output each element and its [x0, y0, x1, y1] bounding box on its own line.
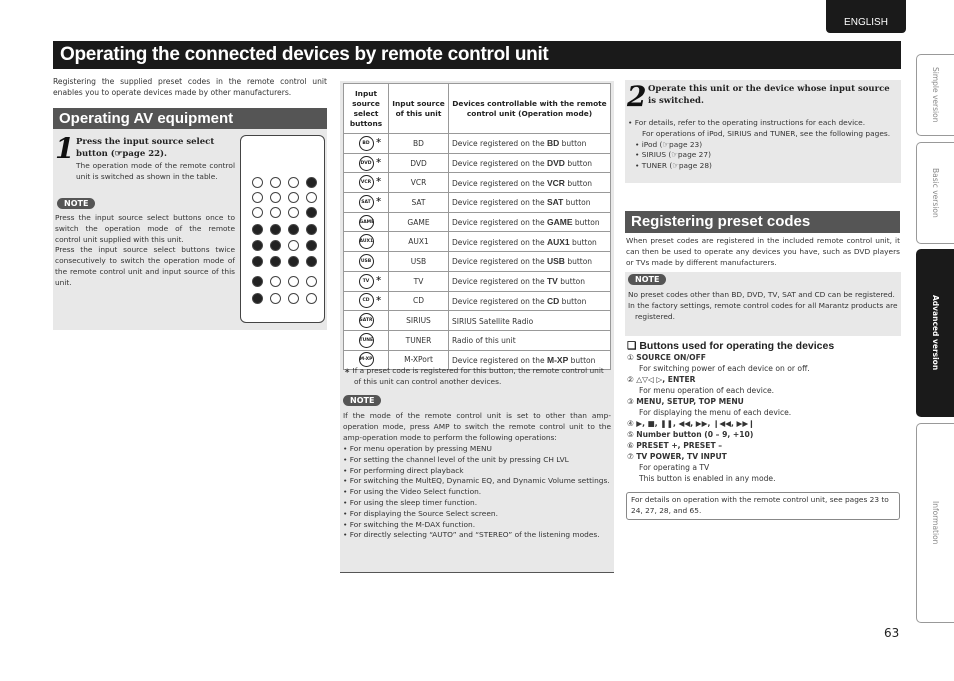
device-cell: SIRIUS Satellite Radio: [449, 311, 611, 331]
note2-intro: If the mode of the remote control unit is set to other than amp-operation mode, press AMP to switch the remote control unit to the amp-operation mode to perform the following operations:: [343, 411, 611, 442]
remote-button: [288, 192, 299, 203]
table-row: [344, 291, 611, 311]
device-cell: Device registered on the GAME button: [449, 212, 611, 232]
remote-button: [252, 240, 263, 251]
list-item: • For switching the MultEQ, Dynamic EQ, and Dynamic Volume settings.: [343, 476, 610, 486]
remote-button: [288, 276, 299, 287]
table-row: [344, 212, 611, 232]
list-item: ⑦ TV POWER, TV INPUT For operating a TV This button is enabled in any mode.: [627, 452, 776, 483]
asterisk-mark: ∗: [375, 175, 382, 185]
table-row: [344, 330, 611, 350]
source-button-icon: BD: [359, 136, 374, 151]
list-item: In the factory settings, remote control codes for all Marantz products are registered.: [628, 300, 898, 321]
table-footnote: ∗ If a preset code is registered for this button, the remote control unit of this unit can control another devices.: [344, 366, 604, 386]
table-header: Input source of this unit: [389, 84, 449, 134]
preset-note-badge: NOTE: [628, 274, 666, 285]
remote-button: [252, 276, 263, 287]
remote-button: [252, 256, 263, 267]
remote-button: [270, 207, 281, 218]
remote-button: [270, 192, 281, 203]
source-button-icon: AUX1: [359, 234, 374, 249]
list-item: • For using the Video Select function.: [343, 487, 482, 497]
input-source-cell: CD: [389, 291, 449, 311]
side-tab-basic[interactable]: Basic version: [916, 142, 954, 244]
remote-button: [270, 276, 281, 287]
remote-button: [252, 293, 263, 304]
asterisk-mark: ∗: [375, 273, 382, 283]
step-1-title: Press the input source select button (☞page 22).: [76, 137, 215, 159]
remote-button: [306, 192, 317, 203]
table-row: [344, 232, 611, 252]
remote-button: [270, 293, 281, 304]
list-item: • For switching the M-DAX function.: [343, 519, 476, 529]
remote-button: [270, 240, 281, 251]
device-cell: Device registered on the CD button: [449, 291, 611, 311]
list-item: • SIRIUS (☞page 27): [635, 150, 711, 160]
remote-button: [306, 256, 317, 267]
remote-button: [306, 293, 317, 304]
remote-button: [306, 276, 317, 287]
asterisk-mark: ∗: [375, 136, 382, 145]
list-item: ② △▽◁ ▷, ENTER For menu operation of each device.: [627, 375, 775, 395]
source-button-icon: DVD: [359, 156, 374, 171]
remote-button: [288, 240, 299, 251]
asterisk-mark: ∗: [375, 155, 382, 165]
asterisk-mark: ∗: [375, 293, 382, 303]
source-button-cell: [344, 193, 389, 213]
av-heading: Operating AV equipment: [53, 108, 327, 129]
list-item: ① SOURCE ON/OFF For switching power of each device on or off.: [627, 353, 810, 373]
table-row: [344, 271, 611, 291]
remote-button: [252, 224, 263, 235]
language-tab[interactable]: ENGLISH: [826, 0, 906, 33]
buttons-list: [627, 352, 901, 484]
input-source-cell: DVD: [389, 153, 449, 173]
list-item: • For performing direct playback: [343, 465, 464, 475]
device-cell: Device registered on the TV button: [449, 271, 611, 291]
input-source-cell: SAT: [389, 193, 449, 213]
step-2-title: Operate this unit or the device whose input source is switched.: [648, 84, 890, 106]
remote-button: [288, 177, 299, 188]
remote-button: [306, 177, 317, 188]
source-button-cell: [344, 232, 389, 252]
input-source-cell: M-XPort: [389, 350, 449, 370]
device-cell: Device registered on the BD button: [449, 134, 611, 154]
list-item: ⑤ Number button (0 – 9, +10): [627, 430, 754, 439]
device-cell: Device registered on the VCR button: [449, 173, 611, 193]
source-button-cell: [344, 291, 389, 311]
device-cell: Device registered on the M-XP button: [449, 350, 611, 370]
intro-text: Registering the supplied preset codes in the remote control unit enables you to operate devices made by other manufacturers.: [53, 77, 327, 97]
page-number: 63: [884, 626, 900, 640]
remote-button: [306, 240, 317, 251]
list-item: ③ MENU, SETUP, TOP MENU For displaying the menu of each device.: [627, 397, 792, 417]
input-source-cell: TUNER: [389, 330, 449, 350]
source-button-icon: SAT: [359, 195, 374, 210]
input-source-cell: GAME: [389, 212, 449, 232]
list-item: • For details, refer to the operating instructions for each device. For operations of iPod, SIRIUS and TUNER, see the following pages.: [628, 118, 891, 138]
source-button-cell: [344, 134, 389, 154]
list-item: • For menu operation by pressing MENU: [343, 444, 492, 453]
table-row: [344, 173, 611, 193]
source-button-cell: [344, 271, 389, 291]
remote-button: [252, 192, 263, 203]
source-button-cell: [344, 311, 389, 331]
remote-button: [288, 207, 299, 218]
source-table: [343, 83, 611, 370]
side-tab-information[interactable]: Information: [916, 423, 954, 623]
source-button-icon: USB: [359, 254, 374, 269]
remote-button: [270, 177, 281, 188]
input-source-cell: USB: [389, 252, 449, 272]
buttons-heading: ❑ Buttons used for operating the devices: [627, 340, 835, 352]
table-section: [340, 81, 614, 573]
source-button-cell: [344, 330, 389, 350]
note2-list: [343, 444, 611, 541]
table-row: [344, 252, 611, 272]
input-source-cell: AUX1: [389, 232, 449, 252]
device-cell: Radio of this unit: [449, 330, 611, 350]
source-button-cell: [344, 252, 389, 272]
av-note-badge: NOTE: [57, 198, 95, 209]
remote-illustration: [240, 135, 325, 323]
source-button-cell: [344, 173, 389, 193]
preset-desc: When preset codes are registered in the included remote control unit, it can then be used to operate any devices you have, such as DVD players or TVs made by different manufacturers.: [626, 236, 900, 267]
remote-button: [270, 256, 281, 267]
source-button-cell: [344, 212, 389, 232]
step-2-bullets: [628, 118, 898, 172]
remote-button: [288, 224, 299, 235]
remote-button: [288, 256, 299, 267]
remote-button: [252, 207, 263, 218]
preset-note-box: [625, 272, 901, 336]
input-source-cell: BD: [389, 134, 449, 154]
input-source-cell: VCR: [389, 173, 449, 193]
details-box: For details on operation with the remote control unit, see pages 23 to 24, 27, 28, and 65.: [626, 492, 900, 520]
list-item: • TUNER (☞page 28): [635, 161, 712, 171]
preset-notes: [628, 290, 898, 322]
source-button-icon: CD: [359, 293, 374, 308]
source-button-icon: VCR: [359, 175, 374, 190]
list-item: ④ ▶, ■, ❚❚, ◀◀, ▶▶, ❙◀◀, ▶▶❙: [627, 419, 755, 428]
table-row: [344, 311, 611, 331]
table-row: [344, 193, 611, 213]
input-source-cell: SIRIUS: [389, 311, 449, 331]
list-item: • For setting the channel level of the unit by pressing CH LVL: [343, 454, 569, 464]
source-button-icon: GAME: [359, 215, 374, 230]
step-2-number: 2: [627, 80, 647, 113]
device-cell: Device registered on the DVD button: [449, 153, 611, 173]
device-cell: Device registered on the AUX1 button: [449, 232, 611, 252]
side-tab-advanced[interactable]: Advanced version: [916, 249, 954, 417]
device-cell: Device registered on the USB button: [449, 252, 611, 272]
list-item: ⑥ PRESET +, PRESET –: [627, 441, 723, 450]
source-button-icon: TUNE: [359, 333, 374, 348]
input-source-cell: TV: [389, 271, 449, 291]
source-button-icon: M-XP: [359, 352, 374, 367]
step-1-desc: The operation mode of the remote control unit is switched as shown in the table.: [76, 161, 235, 181]
av-note-text: Press the input source select buttons once to switch the operation mode of the remote control unit supplied with this unit. Press the input source select buttons twice consecutively to switch the operation mode of the remote control unit and input source of this unit.: [55, 213, 235, 287]
preset-heading: Registering preset codes: [625, 211, 900, 233]
side-tab-simple[interactable]: Simple version: [916, 54, 954, 136]
note2-badge: NOTE: [343, 395, 381, 406]
list-item: No preset codes other than BD, DVD, TV, SAT and CD can be registered.: [628, 290, 895, 299]
step-2-section: [625, 80, 901, 183]
remote-button: [306, 224, 317, 235]
list-item: • For displaying the Source Select screen.: [343, 508, 498, 518]
source-button-icon: SATR: [359, 313, 374, 328]
step-1-number: 1: [55, 132, 75, 165]
table-row: [344, 134, 611, 154]
remote-button: [306, 207, 317, 218]
device-cell: Device registered on the SAT button: [449, 193, 611, 213]
table-header: Input source select buttons: [344, 84, 389, 134]
list-item: • For using the sleep timer function.: [343, 497, 478, 507]
remote-button: [270, 224, 281, 235]
table-row: [344, 153, 611, 173]
list-item: • iPod (☞page 23): [635, 139, 703, 149]
remote-button: [252, 177, 263, 188]
source-button-cell: [344, 153, 389, 173]
asterisk-mark: ∗: [375, 195, 382, 205]
source-button-icon: TV: [359, 274, 374, 289]
table-header: Devices controllable with the remote control unit (Operation mode): [449, 84, 611, 134]
remote-button: [288, 293, 299, 304]
list-item: • For directly selecting “AUTO” and “STEREO” of the listening modes.: [343, 530, 600, 540]
page-title: Operating the connected devices by remote control unit: [53, 41, 901, 69]
